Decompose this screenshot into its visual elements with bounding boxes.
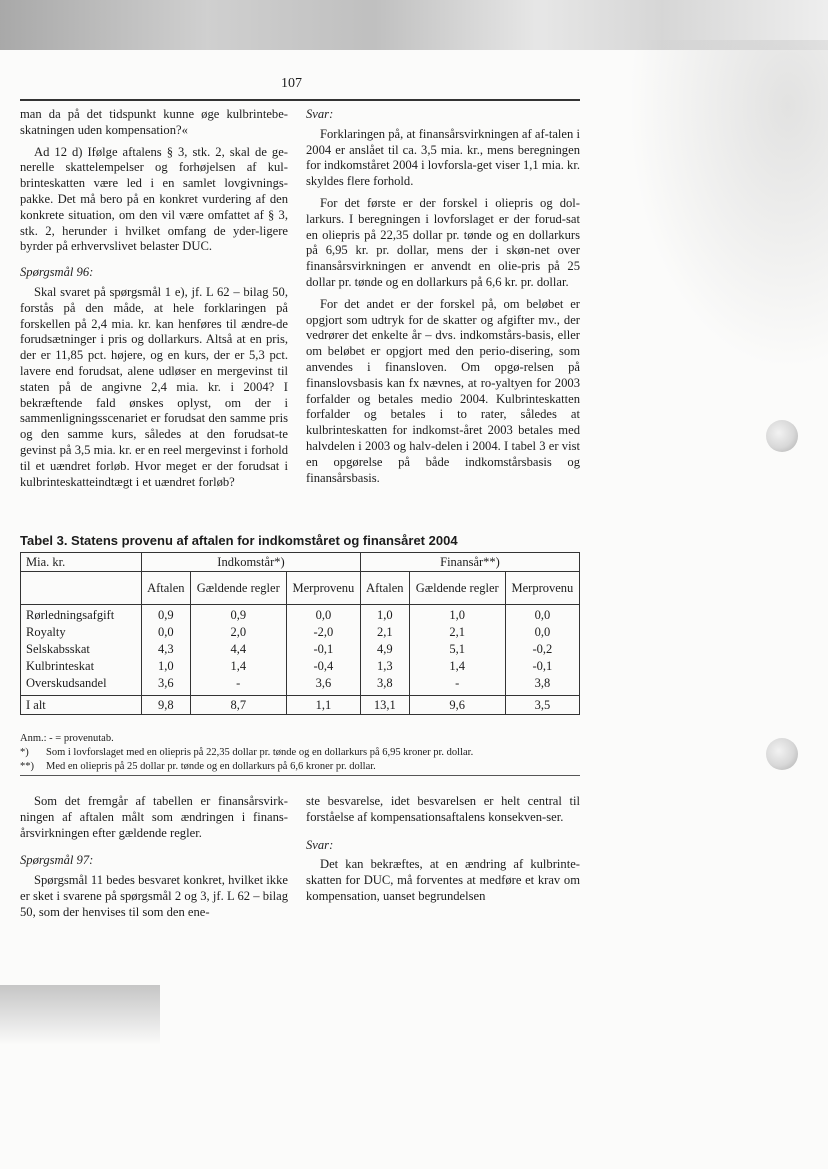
header-rule [20, 99, 580, 101]
cell: 2,1 [409, 624, 505, 641]
paragraph: For det andet er der forskel på, om beløbet er opgjort som udtryk for de skatter og afgifter mv., der vedrører det enkelte år – dvs. indkomstårs-basis, eller om beløbet er opgjort med den perio-disering, som anvendes i finansloven. Om opgø-relsen på finanslovsbasis kan fx nævnes, at ro-yaltyen for 2003 forfalder og betales medio 2004. Kulbrinteskatten forfalder og betales i to rater, således at kulbrinteskatten for indkomst-året 2003 betales med halvdelen i 2003 og halv-delen i 2004. I tabel 3 er vist en opgørelse på både indkomstårsbasis og finansårsbasis. [306, 296, 580, 485]
answer-heading: Svar: [306, 107, 334, 121]
paragraph: For det første er der forskel i oliepris og dol-larkurs. I beregningen i lovforslaget er der forud-sat en oliepris på 22,35 dollar pr. tønde og en dollarkurs på 6,95 kr. pr. dollar, mens der i skøn-net over finansårsvirkningen er anvendt en olie-pris på 25 dollar pr. tønde og en dollarkurs på 6,6 kr. pr. dollar. [306, 195, 580, 289]
cell: 1,0 [409, 605, 505, 625]
subheader: Merprovenu [286, 572, 360, 605]
cell: 0,0 [505, 605, 579, 625]
subheader-empty [21, 572, 142, 605]
subheader: Merprovenu [505, 572, 579, 605]
scan-shadow-bottom [0, 985, 160, 1045]
table-row [21, 605, 580, 625]
cell: 4,3 [142, 641, 191, 658]
right-column-bottom [306, 794, 580, 911]
table-row [21, 641, 580, 658]
note-text: Med en oliepris på 25 dollar pr. tønde og en dollarkurs på 6,6 kroner pr. dollar. [46, 761, 376, 772]
table-title: Tabel 3. Statens provenu af aftalen for indkomståret og finansåret 2004 [20, 533, 458, 548]
paragraph: Som det fremgår af tabellen er finansårsvirk-ningen af aftalen målt som ændringen i finans-årsvirkningen efter gældende regler. [20, 794, 288, 840]
cell: 3,8 [360, 675, 409, 696]
cell: 13,1 [360, 696, 409, 715]
cell: 8,7 [190, 696, 286, 715]
note-anm: Anm.: - = provenutab. [20, 733, 114, 744]
row-label: Royalty [21, 624, 142, 641]
question-text-97: Spørgsmål 11 bedes besvaret konkret, hvilket ikke er sket i svarene på spørgsmål 2 og 3, jf. L 62 – bilag 50, som der henvises til som den ene- [20, 873, 288, 919]
cell: 0,0 [142, 624, 191, 641]
paragraph: ste besvarelse, idet besvarelsen er helt central til forståelse af kompensationsaftalens konsekven-ser. [306, 794, 580, 824]
cell: 0,0 [286, 605, 360, 625]
cell: -0,1 [505, 658, 579, 675]
punch-hole-upper [766, 420, 798, 452]
cell: - [409, 675, 505, 696]
cell: 2,1 [360, 624, 409, 641]
scan-shadow-right [628, 40, 828, 370]
group-header-finansaar: Finansår**) [360, 553, 579, 572]
cell: 1,4 [409, 658, 505, 675]
cell: 5,1 [409, 641, 505, 658]
right-column-top [306, 107, 580, 492]
row-label: Selskabsskat [21, 641, 142, 658]
cell: 0,9 [142, 605, 191, 625]
cell: 1,1 [286, 696, 360, 715]
question-heading-96: Spørgsmål 96: [20, 265, 94, 280]
table-notes [20, 732, 473, 774]
row-label: Overskudsandel [21, 675, 142, 696]
subheader: Aftalen [360, 572, 409, 605]
cell: -0,4 [286, 658, 360, 675]
cell: 3,8 [505, 675, 579, 696]
table-total-row [21, 696, 580, 715]
subheader: Gældende regler [190, 572, 286, 605]
cell: 9,6 [409, 696, 505, 715]
row-label: Rørledningsafgift [21, 605, 142, 625]
cell: 2,0 [190, 624, 286, 641]
cell: 9,8 [142, 696, 191, 715]
paragraph: Det kan bekræftes, at en ændring af kulbrinte-skatten for DUC, må forventes at medføre et krav om kompensation, uanset begrundelsen [306, 857, 580, 903]
table-row [21, 675, 580, 696]
punch-hole-lower [766, 738, 798, 770]
paragraph: Forklaringen på, at finansårsvirkningen af af-talen i 2004 er anslået til ca. 3,5 mia. kr., mens beregningen for indkomståret 2004 i lovforsla-get viser 1,1 mia. kr. skyldes flere forhold. [306, 126, 580, 189]
question-heading-97: Spørgsmål 97: [20, 853, 94, 868]
note-text: Som i lovforslaget med en oliepris på 22,35 dollar pr. tønde og en dollarkurs på 6,95 kroner pr. dollar. [46, 747, 474, 758]
table-header-row [21, 553, 580, 572]
note-1 [20, 746, 473, 760]
cell: 3,6 [142, 675, 191, 696]
paragraph: Ad 12 d) Ifølge aftalens § 3, stk. 2, skal de ge-nerelle skattelempelser og forhøjelsen af kul-brinteskatten være led i en samlet lovgivnings-pakke. Det må bero på en konkret vurdering af den konkrete situation, om den vil være omfattet af § 3, stk. 2, herunder i hvilket omfang de yder-ligere byrder på erhvervslivet belaster DUC. [20, 144, 288, 254]
revenue-table [20, 552, 580, 715]
note-mark: *) [20, 747, 29, 758]
cell: 3,6 [286, 675, 360, 696]
cell: 1,0 [360, 605, 409, 625]
left-column-top [20, 107, 288, 496]
cell: 1,4 [190, 658, 286, 675]
cell: 1,3 [360, 658, 409, 675]
answer-heading: Svar: [306, 837, 334, 852]
cell: 0,9 [190, 605, 286, 625]
cell: -2,0 [286, 624, 360, 641]
table-subheader-row [21, 572, 580, 605]
cell: -0,2 [505, 641, 579, 658]
cell: -0,1 [286, 641, 360, 658]
paragraph: man da på det tidspunkt kunne øge kulbrintebe-skatningen uden kompensation?« [20, 107, 288, 137]
cell: - [190, 675, 286, 696]
cell: 3,5 [505, 696, 579, 715]
left-column-bottom [20, 794, 288, 927]
cell: 0,0 [505, 624, 579, 641]
note-mark: **) [20, 761, 34, 772]
subheader: Aftalen [142, 572, 191, 605]
note-2 [20, 760, 473, 774]
table-row [21, 658, 580, 675]
cell: 1,0 [142, 658, 191, 675]
question-text-96: Skal svaret på spørgsmål 1 e), jf. L 62 – bilag 50, forstås på den måde, at hele forklaringen på forskellen på 2,4 mia. kr. kan henføres til ændre-de forudsætninger i pris og dollarkurs. Altså at en pris, der er 11,85 pct. højere, og en kurs, der er 5,3 pct. lavere end forudsat, alene udløser en mergevinst til staten på de angivne 2,4 mia. kr. i 2004? I bekræftende fald ønskes oplyst, om der i sammenligningsscenariet er forudsat den samme pris og den samme kurs, således at den forudsat-te gevinst på 3,5 mia. kr. er en reel mergevinst i forhold til et uændret forløb. Hvor meget er der forudsat i kulbrinteskatteindtægt i et uændret forløb? [20, 284, 288, 489]
unit-header: Mia. kr. [21, 553, 142, 572]
cell: 4,9 [360, 641, 409, 658]
subheader: Gældende regler [409, 572, 505, 605]
row-label: I alt [21, 696, 142, 715]
group-header-indkomstaar: Indkomstår*) [142, 553, 361, 572]
table-row [21, 624, 580, 641]
notes-rule [20, 775, 580, 776]
page-number: 107 [281, 76, 302, 91]
cell: 4,4 [190, 641, 286, 658]
row-label: Kulbrinteskat [21, 658, 142, 675]
